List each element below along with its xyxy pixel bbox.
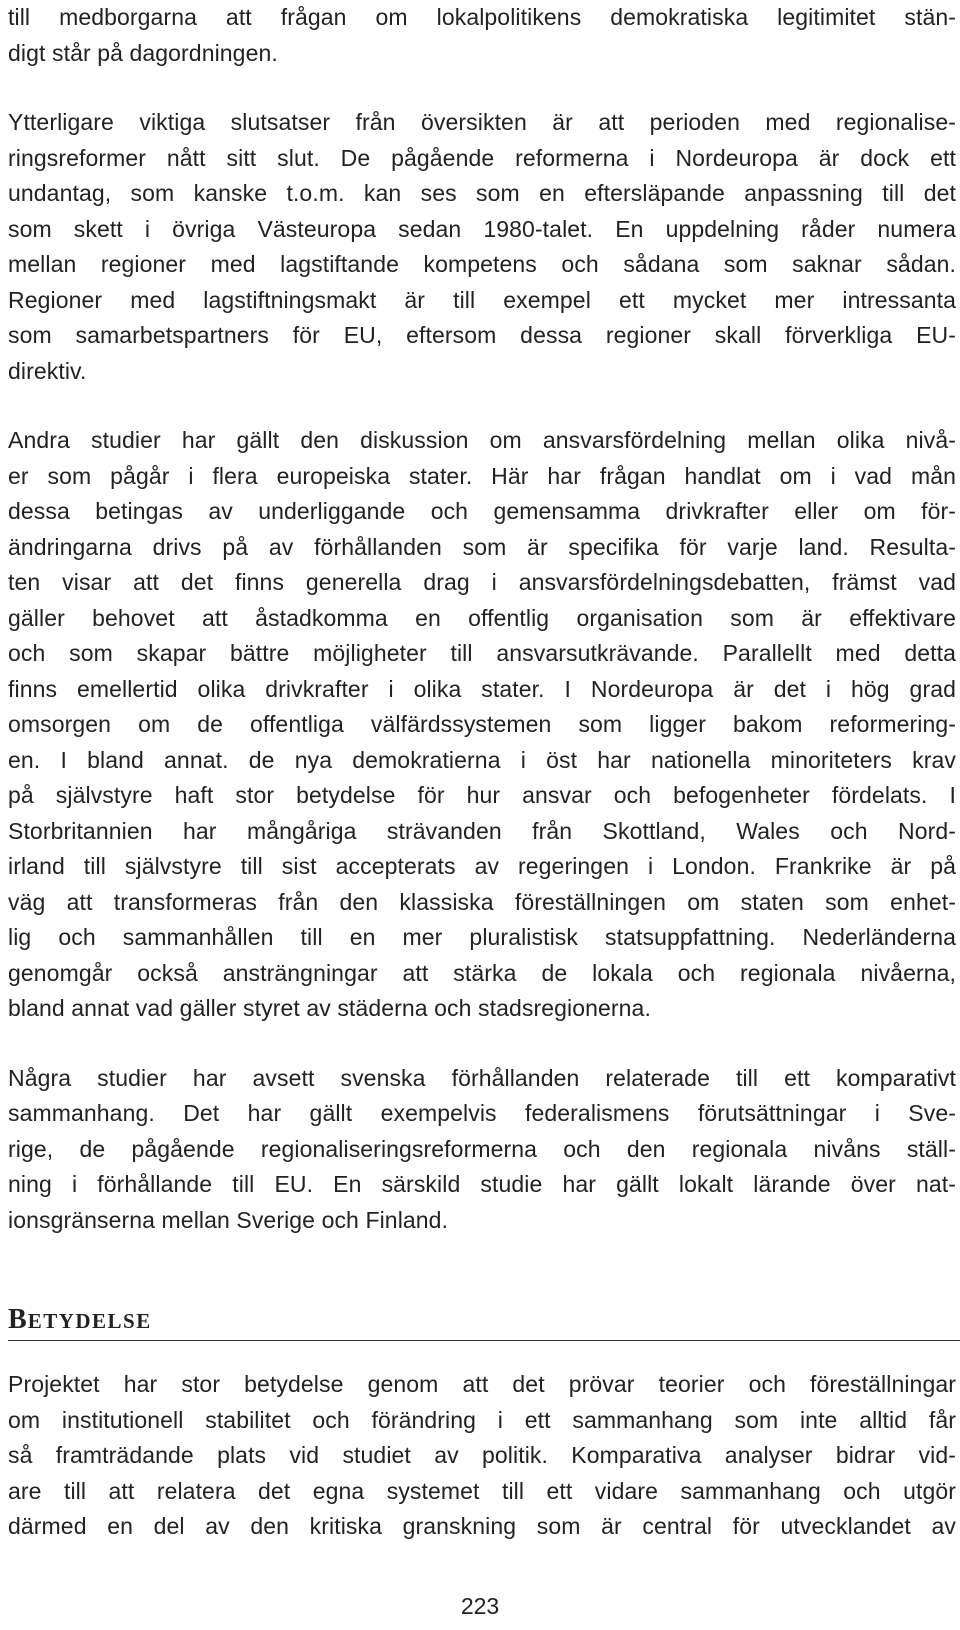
text-line: Projektet har stor betydelse genom att det prövar teorier och föreställningar bbox=[8, 1371, 956, 1397]
section-body-text bbox=[8, 1367, 956, 1545]
section-heading bbox=[8, 1304, 956, 1340]
text-line: omsorgen om de offentliga välfärdssystemen som ligger bakom reformering- bbox=[8, 711, 956, 737]
section-heading-block bbox=[8, 1304, 956, 1341]
heading-initial: B bbox=[8, 1304, 28, 1335]
text-line: genomgår också ansträngningar att stärka de lokala och regionala nivåerna, bbox=[8, 959, 956, 986]
page-number: 223 bbox=[460, 1593, 500, 1619]
text-line: Regioner med lagstiftningsmakt är till exempel ett mycket mer intressanta bbox=[8, 286, 956, 313]
heading-underline bbox=[8, 1340, 960, 1341]
text-line: ten visar att det finns generella drag i ansvarsfördelningsdebatten, främst vad bbox=[8, 569, 956, 595]
heading-small-caps: ETYDELSE bbox=[27, 1309, 152, 1333]
text-line: irland till självstyre till sist accepterats av regeringen i London. Frankrike är på bbox=[8, 853, 956, 879]
text-line: till medborgarna att frågan om lokalpolitikens demokratiska legitimitet stän- bbox=[8, 4, 956, 30]
text-line: väg att transformeras från den klassiska föreställningen om staten som enhet- bbox=[8, 888, 956, 915]
paragraph-3 bbox=[8, 423, 956, 1027]
text-line: Storbritannien har mångåriga strävanden från Skottland, Wales och Nord- bbox=[8, 817, 956, 844]
text-line: digt står på dagordningen. bbox=[8, 39, 278, 66]
text-line: rige, de pågående regionaliseringsreformerna och den regionala nivåns ställ- bbox=[8, 1135, 956, 1162]
text-line: och som skapar bättre möjligheter till ansvarsutkrävande. Parallellt med detta bbox=[8, 640, 956, 666]
document-page bbox=[8, 0, 956, 1545]
text-line: are till att relatera det egna systemet till ett vidare sammanhang och utgör bbox=[8, 1477, 956, 1504]
text-line: ringsreformer nått sitt slut. De pågående reformerna i Nordeuropa är dock ett bbox=[8, 144, 956, 171]
text-line: direktiv. bbox=[8, 357, 87, 384]
text-line: ning i förhållande till EU. En särskild studie har gällt lokalt lärande över nat- bbox=[8, 1171, 956, 1197]
body-text bbox=[8, 0, 956, 1238]
text-line: finns emellertid olika drivkrafter i olika stater. I Nordeuropa är det i hög grad bbox=[8, 675, 956, 702]
text-line: om institutionell stabilitet och förändring i ett sammanhang som inte alltid får bbox=[8, 1406, 956, 1433]
paragraph-gap bbox=[8, 389, 956, 423]
text-line: därmed en del av den kritiska granskning som är central för utvecklandet av bbox=[8, 1513, 956, 1539]
text-line: mellan regioner med lagstiftande kompetens och sådana som saknar sådan. bbox=[8, 251, 956, 277]
text-line: undantag, som kanske t.o.m. kan ses som en eftersläpande anpassning till det bbox=[8, 180, 956, 206]
paragraph-gap bbox=[8, 1027, 956, 1061]
text-line: på självstyre haft stor betydelse för hur ansvar och befogenheter fördelats. I bbox=[8, 782, 956, 808]
text-line: er som pågår i flera europeiska stater. Här har frågan handlat om i vad mån bbox=[8, 462, 956, 489]
text-line: gäller behovet att åstadkomma en offentlig organisation som är effektivare bbox=[8, 604, 956, 631]
paragraph-4 bbox=[8, 1061, 956, 1239]
text-line: Andra studier har gällt den diskussion om ansvarsfördelning mellan olika nivå- bbox=[8, 427, 956, 453]
text-line: som skett i övriga Västeuropa sedan 1980-talet. En uppdelning råder numera bbox=[8, 215, 956, 242]
text-line: så framträdande plats vid studiet av politik. Komparativa analyser bidrar vid- bbox=[8, 1442, 956, 1468]
text-line: Några studier har avsett svenska förhållanden relaterade till ett komparativt bbox=[8, 1064, 956, 1091]
text-line: Ytterligare viktiga slutsatser från översikten är att perioden med regionalise- bbox=[8, 109, 956, 135]
text-line: ionsgränserna mellan Sverige och Finland. bbox=[8, 1206, 449, 1233]
text-line: som samarbetspartners för EU, eftersom dessa regioner skall förverkliga EU- bbox=[8, 322, 956, 348]
text-line: dessa betingas av underliggande och gemensamma drivkrafter eller om för- bbox=[8, 498, 956, 524]
text-line: lig och sammanhållen till en mer pluralistisk statsuppfattning. Nederländerna bbox=[8, 924, 956, 950]
text-line: en. I bland annat. de nya demokratierna i öst har nationella minoriteters krav bbox=[8, 746, 956, 773]
text-line: ändringarna drivs på av förhållanden som är specifika för varje land. Resulta- bbox=[8, 533, 956, 560]
text-line: bland annat vad gäller styret av städerna och stadsregionerna. bbox=[8, 995, 651, 1021]
paragraph-1 bbox=[8, 0, 956, 71]
paragraph-gap bbox=[8, 71, 956, 105]
text-line: sammanhang. Det har gällt exempelvis federalismens förutsättningar i Sve- bbox=[8, 1100, 956, 1126]
paragraph-2 bbox=[8, 105, 956, 389]
